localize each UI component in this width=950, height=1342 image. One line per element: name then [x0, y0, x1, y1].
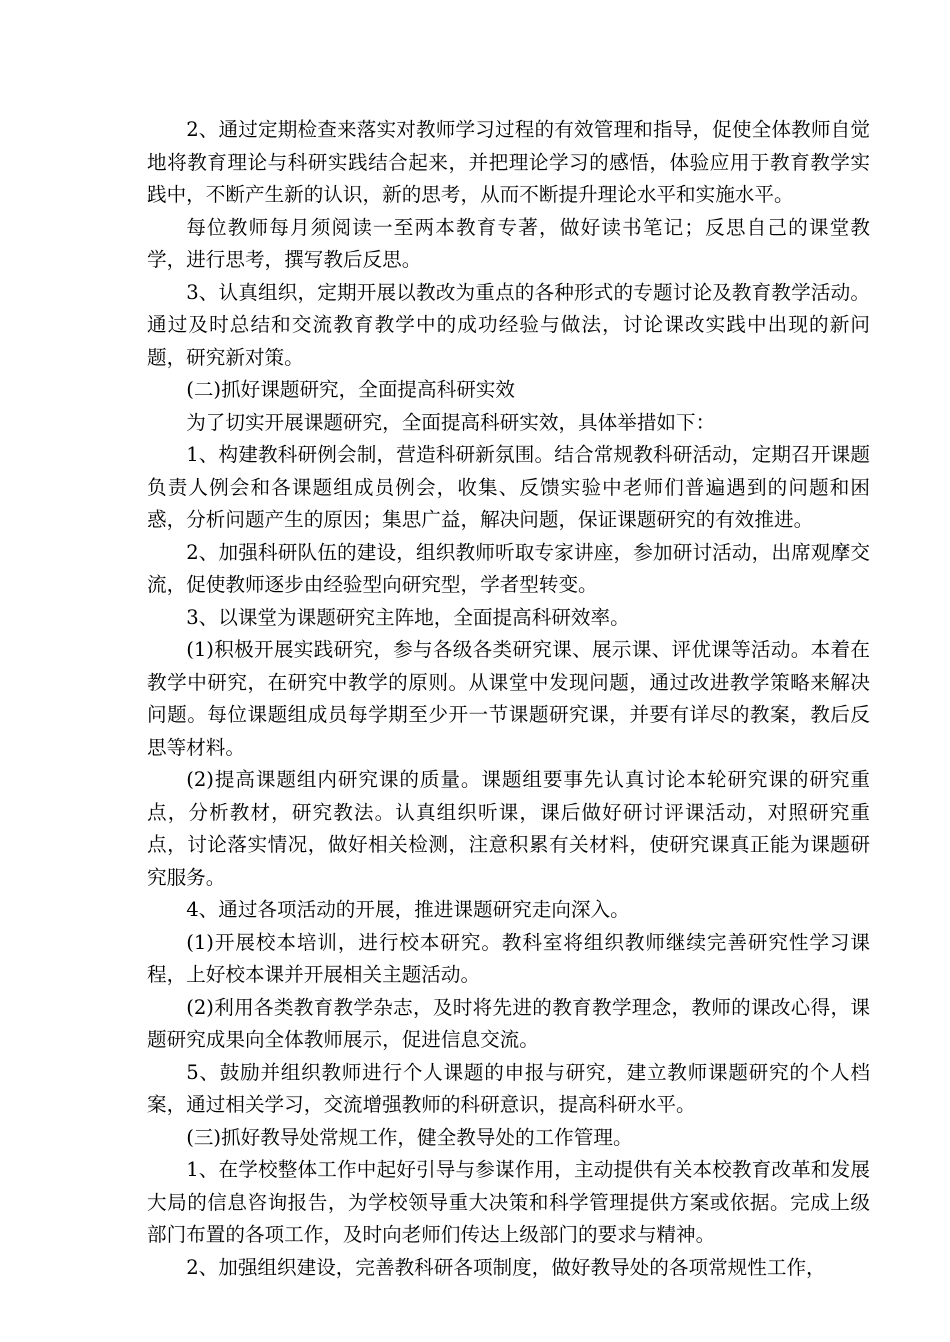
section-heading-routine-work: (三)抓好教导处常规工作，健全教导处的工作管理。 — [186, 1125, 633, 1149]
paragraph-research-lesson-quality: (2)提高课题组内研究课的质量。课题组要事先认真讨论本轮研究课的研究重点，分析教材，研究教法。认真组织听课，课后做好研讨评课活动，对照研究重点，讨论落实情况，做好相关检测，注意积累有关材料，使研究课真正能为课题研究服务。 — [147, 768, 870, 889]
paragraph-organization-building: 2、加强组织建设，完善教科研各项制度，做好教导处的各项常规性工作， — [186, 1255, 826, 1279]
paragraph-school-training: (1)开展校本培训，进行校本研究。教科室将组织教师继续完善研究性学习课程，上好校本课并开展相关主题活动。 — [147, 930, 870, 986]
paragraph-magazines: (2)利用各类教育教学杂志，及时将先进的教育教学理念，教师的课改心得，课题研究成果向全体教师展示，促进信息交流。 — [147, 995, 870, 1051]
paragraph-teacher-study-supervision: 2、通过定期检查来落实对教师学习过程的有效管理和指导，促使全体教师自觉地将教育理论与科研实践结合起来，并把理论学习的感悟，体验应用于教育教学实践中，不断产生新的认识，新的思考，从而不断提升理论水平和实施水平。 — [147, 118, 870, 206]
paragraph-guidance-role: 1、在学校整体工作中起好引导与参谋作用，主动提供有关本校教育改革和发展大局的信息咨询报告，为学校领导重大决策和科学管理提供方案或依据。完成上级部门布置的各项工作，及时向老师们传达上级部门的要求与精神。 — [147, 1158, 870, 1246]
paragraph-research-team: 2、加强科研队伍的建设，组织教师听取专家讲座，参加研讨活动，出席观摩交流，促使教师逐步由经验型向研究型，学者型转变。 — [147, 540, 870, 596]
paragraph-thematic-discussion: 3、认真组织，定期开展以教改为重点的各种形式的专题讨论及教育教学活动。通过及时总结和交流教育教学中的成功经验与做法，讨论课改实践中出现的新问题，研究新对策。 — [147, 280, 870, 369]
paragraph-measures-intro: 为了切实开展课题研究，全面提高科研实效，具体举措如下： — [186, 410, 716, 434]
section-heading-research-projects: (二)抓好课题研究，全面提高科研实效 — [186, 378, 515, 401]
document-page — [147, 114, 870, 1284]
paragraph-activities-deepen: 4、通过各项活动的开展，推进课题研究走向深入。 — [186, 898, 630, 921]
paragraph-regular-meetings: 1、构建教科研例会制，营造科研新氛围。结合常规教科研活动，定期召开课题负责人例会和各课题组成员例会，收集、反馈实验中老师们普遍遇到的问题和困惑，分析问题产生的原因；集思广益，解决问题，保证课题研究的有效推进。 — [147, 443, 870, 531]
paragraph-practice-research: (1)积极开展实践研究，参与各级各类研究课、展示课、评优课等活动。本着在教学中研究，在研究中教学的原则。从课堂中发现问题，通过改进教学策略来解决问题。每位课题组成员每学期至少开一节课题研究课，并要有详尽的教案，教后反思等材料。 — [147, 638, 870, 759]
paragraph-monthly-reading: 每位教师每月须阅读一至两本教育专著，做好读书笔记；反思自己的课堂教学，进行思考，撰写教后反思。 — [147, 215, 870, 271]
paragraph-classroom-research: 3、以课堂为课题研究主阵地，全面提高科研效率。 — [186, 605, 630, 629]
paragraph-personal-projects: 5、鼓励并组织教师进行个人课题的申报与研究，建立教师课题研究的个人档案，通过相关学习，交流增强教师的科研意识，提高科研水平。 — [147, 1060, 870, 1116]
